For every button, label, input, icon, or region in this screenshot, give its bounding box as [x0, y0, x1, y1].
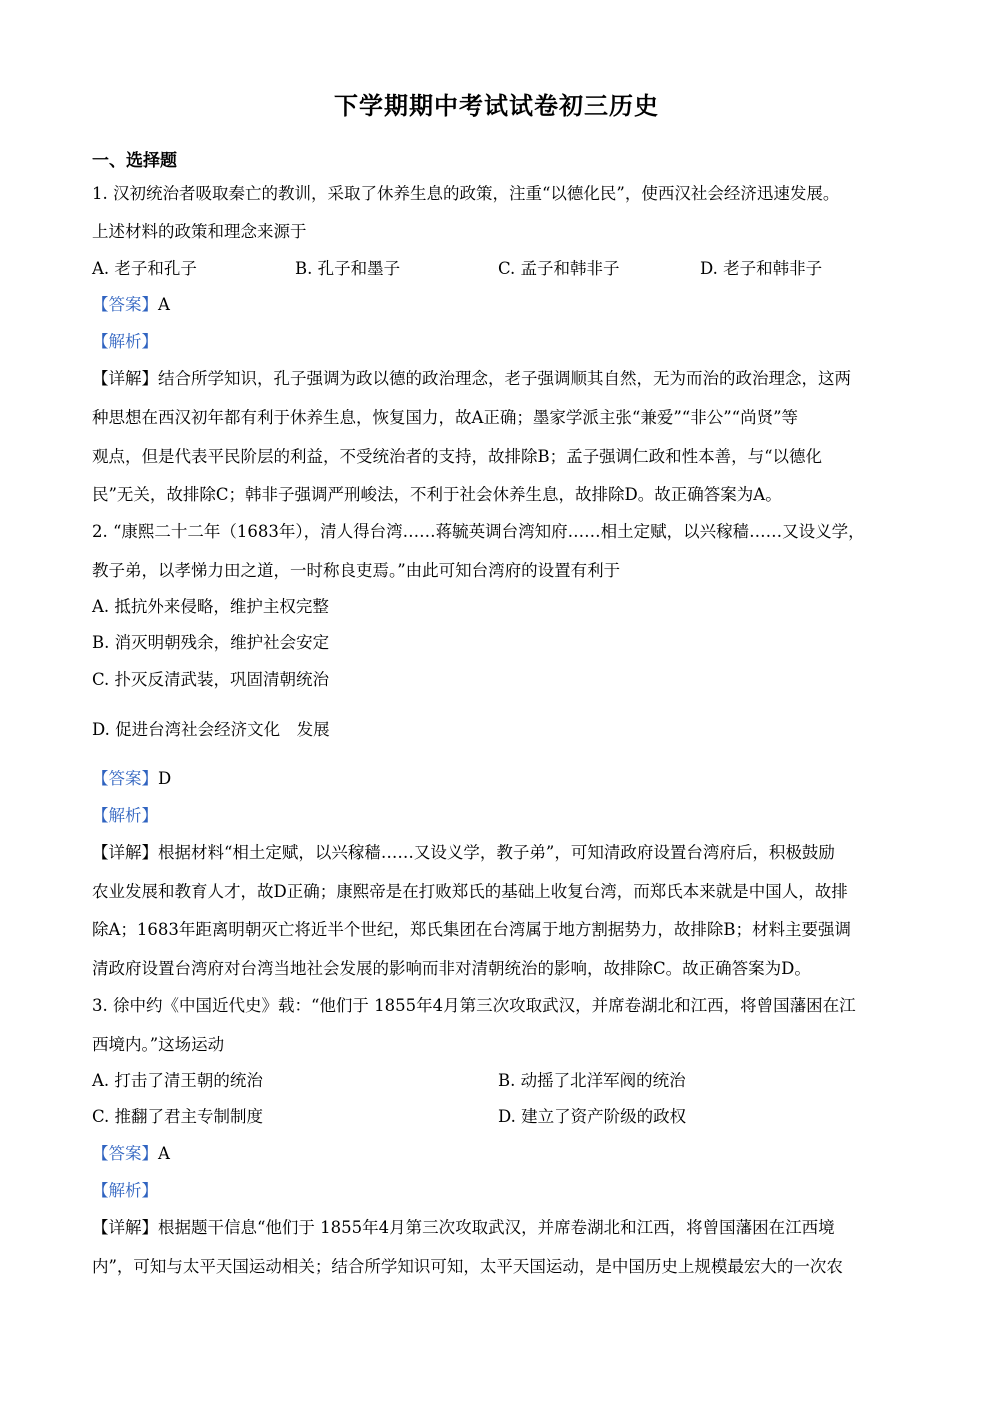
q1-detail-line-4: 民”无关，故排除C；韩非子强调严刑峻法，不利于社会休养生息，故排除D。故正确答案为A。	[92, 485, 782, 504]
detail-text: 结合所学知识，孔子强调为政以德的政治理念，老子强调顺其自然，无为而治的政治理念，这两	[158, 369, 851, 388]
q2-detail-line-4: 清政府设置台湾府对台湾当地社会发展的影响而非对清朝统治的影响，故排除C。故正确答案为D。	[92, 959, 811, 978]
q2-stem-line-2: 教子弟，以孝悌力田之道，一时称良吏焉。”由此可知台湾府的设置有利于	[92, 561, 621, 580]
q3-stem-line-1: 3. 徐中约《中国近代史》载：“他们于 1855年4月第三次攻取武汉，并席卷湖北和江西，将曾国藩困在江	[92, 996, 856, 1015]
q1-stem-line-1: 1. 汉初统治者吸取秦亡的教训，采取了休养生息的政策，注重“以德化民”，使西汉社会经济迅速发展。	[92, 184, 840, 203]
detail-tag: 【详解】	[92, 369, 158, 388]
q2-detail-line-3: 除A；1683年距离明朝灭亡将近半个世纪，郑氏集团在台湾属于地方割据势力，故排除B；材料主要强调	[92, 920, 852, 939]
q2-option-a: A. 抵抗外来侵略，维护主权完整	[92, 597, 329, 616]
q3-stem-line-2: 西境内。”这场运动	[92, 1035, 225, 1054]
q2-option-c: C. 扑灭反清武装，巩固清朝统治	[92, 670, 330, 689]
q3-detail-line-1	[92, 1218, 912, 1238]
section-heading: 一、选择题	[92, 151, 177, 171]
q2-answer	[92, 769, 912, 789]
q2-stem-line-1: 2. “康熙二十二年（1683年），清人得台湾……蒋毓英调台湾知府……相土定赋，以兴稼穑……又设义学，	[92, 522, 865, 541]
detail-text: 根据材料“相土定赋，以兴稼穑……又设义学，教子弟”，可知清政府设置台湾府后，积极鼓励	[158, 843, 835, 862]
answer-tag: 【答案】	[92, 295, 158, 314]
q3-option-c: C. 推翻了君主专制制度	[92, 1107, 264, 1126]
q1-analysis	[92, 332, 912, 352]
q2-analysis	[92, 806, 912, 826]
analysis-tag: 【解析】	[92, 806, 158, 825]
analysis-tag: 【解析】	[92, 332, 158, 351]
page-title: 下学期期中考试试卷初三历史	[334, 91, 659, 120]
answer-value: A	[158, 1144, 170, 1163]
q2-detail-line-1	[92, 843, 912, 863]
q1-detail-line-3: 观点，但是代表平民阶层的利益，不受统治者的支持，故排除B；孟子强调仁政和性本善，与“以德化	[92, 447, 823, 466]
q3-answer	[92, 1144, 912, 1164]
q1-option-a: A. 老子和孔子	[92, 259, 197, 278]
q2-option-b: B. 消灭明朝残余，维护社会安定	[92, 633, 330, 652]
detail-text: 根据题干信息“他们于 1855年4月第三次攻取武汉，并席卷湖北和江西，将曾国藩困在江西境	[158, 1218, 835, 1237]
q3-option-a: A. 打击了清王朝的统治	[92, 1071, 263, 1090]
detail-tag: 【详解】	[92, 843, 158, 862]
detail-tag: 【详解】	[92, 1218, 158, 1237]
q2-option-d: D. 促进台湾社会经济文化 发展	[92, 720, 330, 739]
answer-value: A	[158, 295, 170, 314]
answer-value: D	[158, 769, 172, 788]
answer-tag: 【答案】	[92, 1144, 158, 1163]
q2-detail-line-2: 农业发展和教育人才，故D正确；康熙帝是在打败郑氏的基础上收复台湾，而郑氏本来就是中国人，故排	[92, 882, 848, 901]
q3-option-d: D. 建立了资产阶级的政权	[498, 1107, 687, 1126]
q1-answer	[92, 295, 912, 315]
q3-detail-line-2: 内”，可知与太平天国运动相关；结合所学知识可知，太平天国运动，是中国历史上规模最宏大的一次农	[92, 1257, 843, 1276]
answer-tag: 【答案】	[92, 769, 158, 788]
q1-option-b: B. 孔子和墨子	[295, 259, 401, 278]
q1-detail-line-2: 种思想在西汉初年都有利于休养生息，恢复国力，故A正确；墨家学派主张“兼爱”“非公”“尚贤”等	[92, 408, 799, 427]
q1-option-d: D. 老子和韩非子	[700, 259, 823, 278]
q3-option-b: B. 动摇了北洋军阀的统治	[498, 1071, 686, 1090]
q1-detail-line-1	[92, 369, 912, 389]
q3-analysis	[92, 1181, 912, 1201]
q1-stem-line-2: 上述材料的政策和理念来源于	[92, 222, 307, 241]
q1-option-c: C. 孟子和韩非子	[498, 259, 620, 278]
analysis-tag: 【解析】	[92, 1181, 158, 1200]
